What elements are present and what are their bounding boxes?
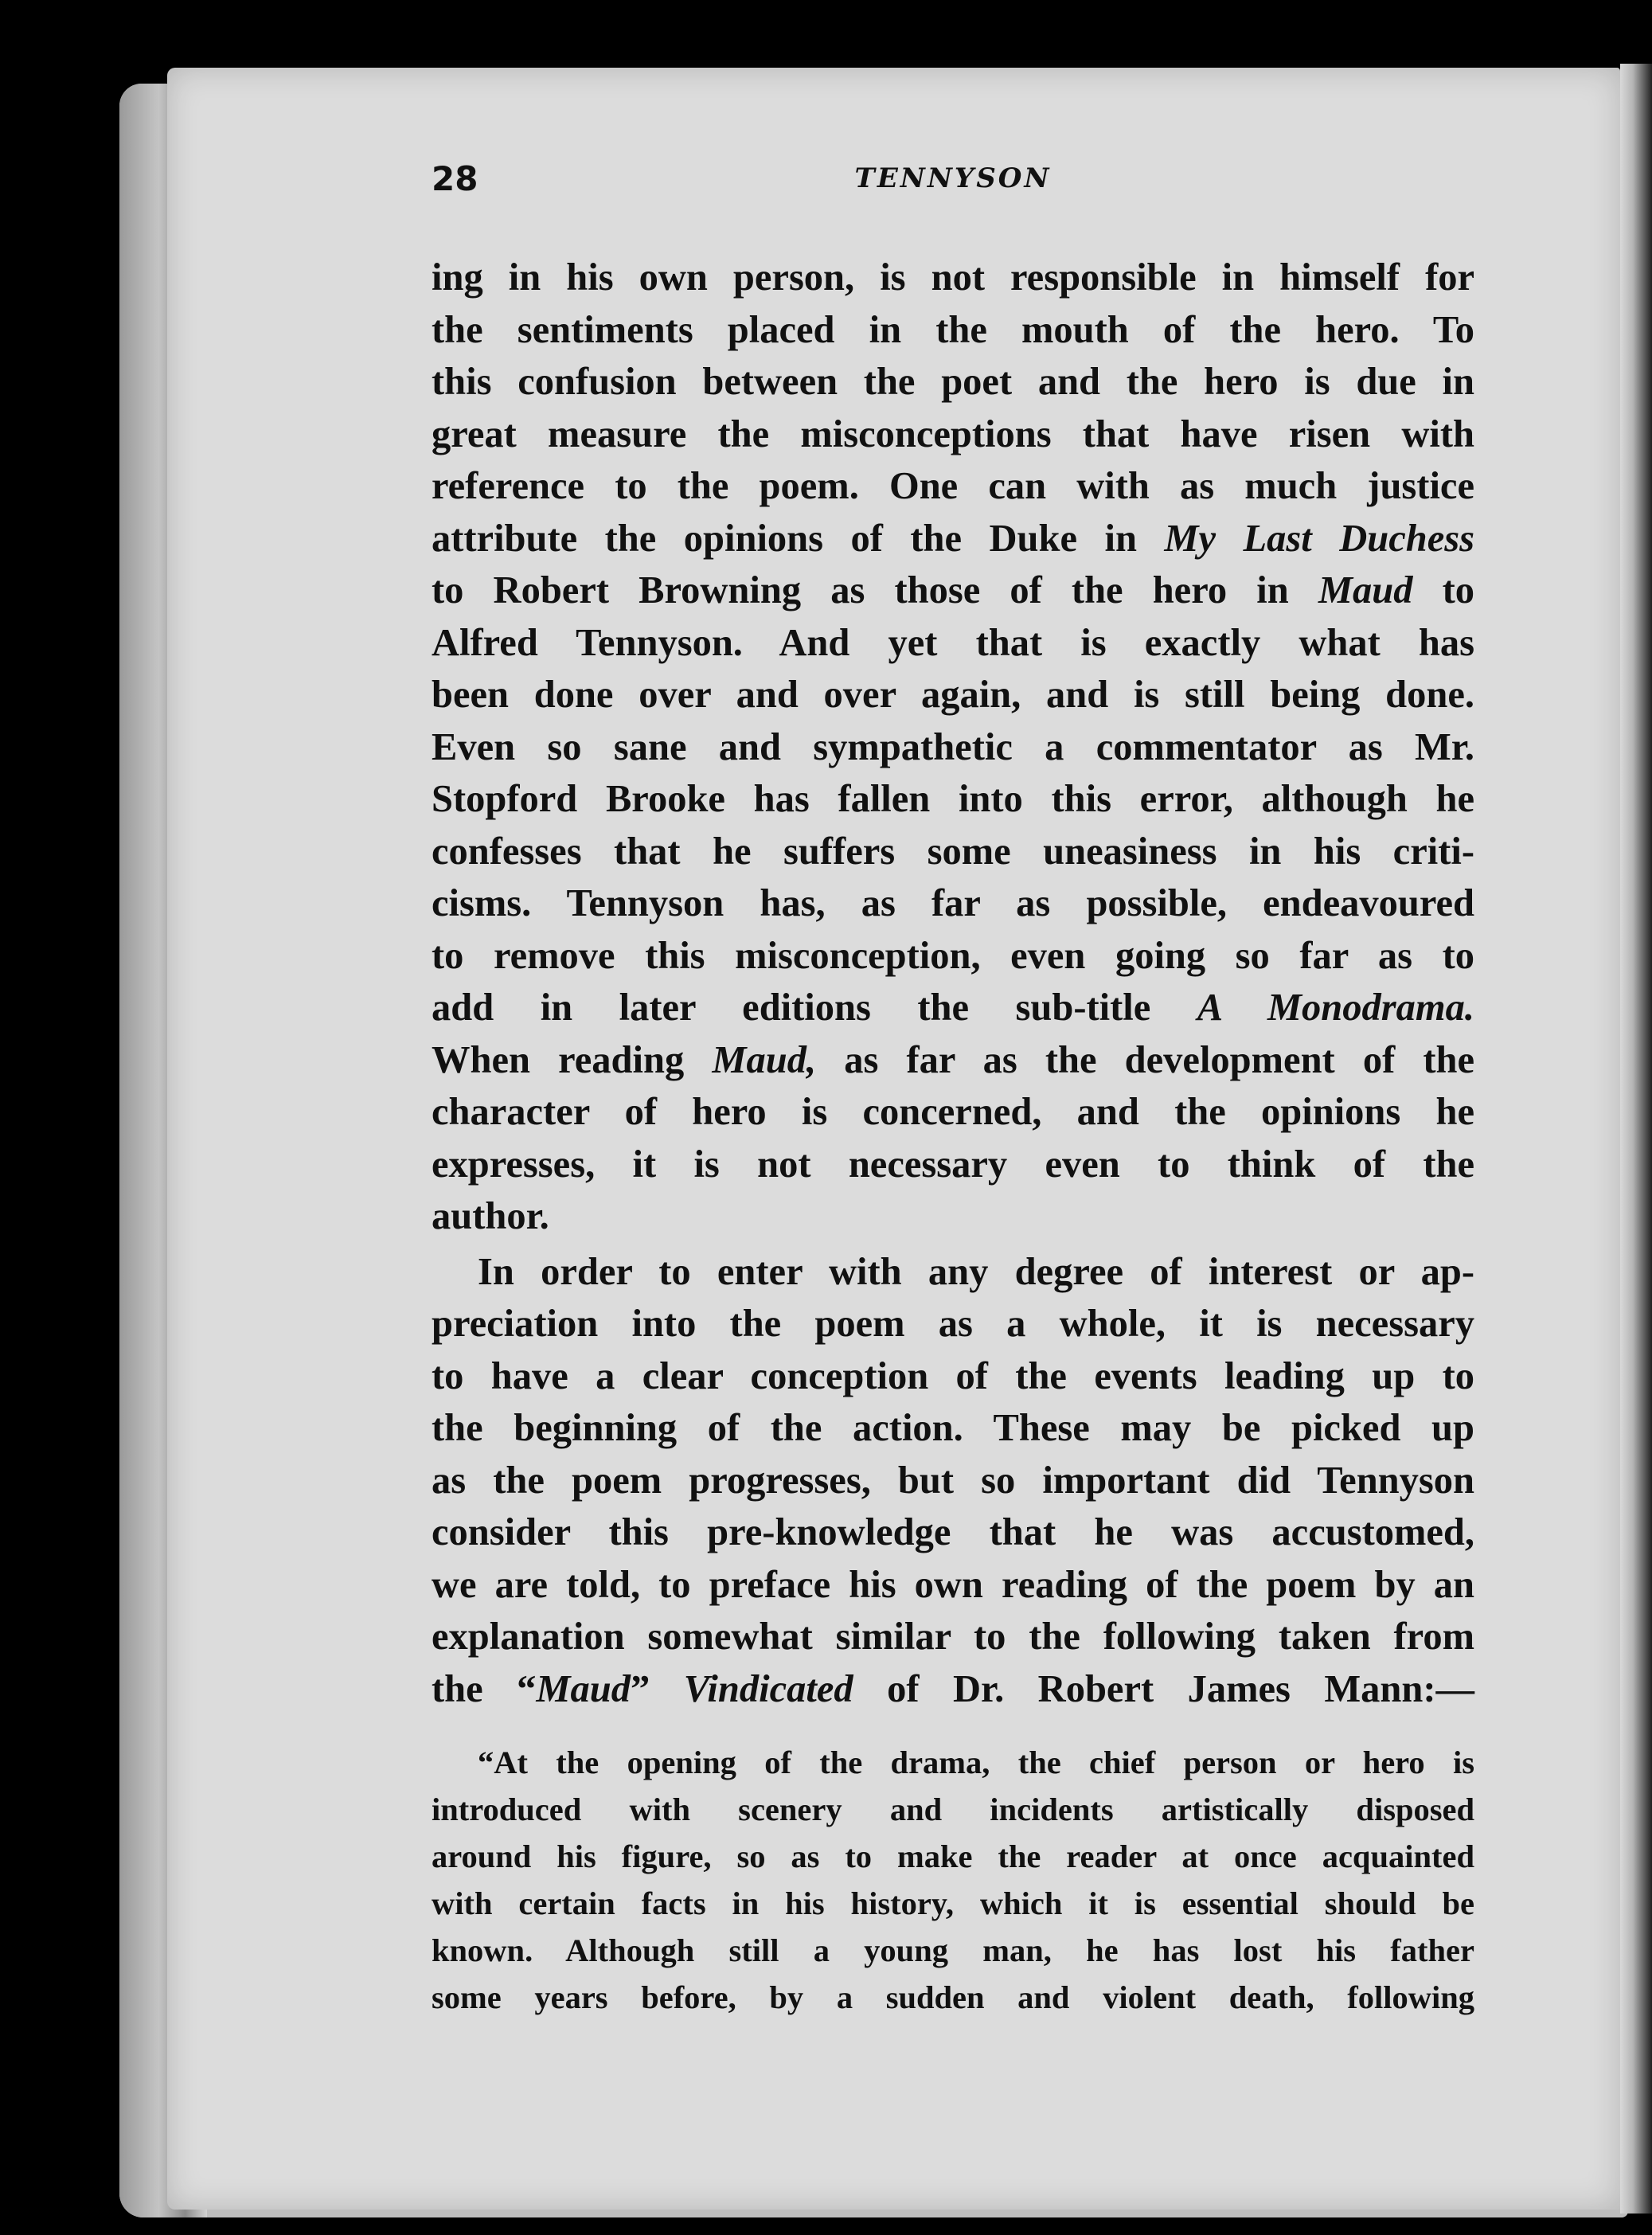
text-run: the “ [432,1667,537,1710]
text-line: to have a clear conception of the events leading up to [432,1354,1474,1397]
page-text-block [432,159,1474,2021]
text-line: we are told, to preface his own reading of the poem by an [432,1563,1474,1606]
text-run: ” [631,1667,684,1710]
italic-title: Maud [1318,569,1413,611]
text-line: been done over and over again, and is still being done. [432,674,1474,716]
text-line: some years before, by a sudden and violent death, following [432,1979,1474,2015]
text-line: this confusion between the poet and the hero is due in [432,361,1474,403]
text-line: around his figure, so as to make the reader at once acquainted [432,1838,1474,1874]
text-line: preciation into the poem as a whole, it is necessary [432,1303,1474,1345]
italic-title: Vindicated [683,1667,853,1710]
paragraph [432,252,1474,1243]
text-line [432,565,1474,617]
running-head [432,159,1474,207]
italic-title: Maud [536,1667,631,1710]
block-quote [432,1739,1474,2021]
text-line: “At the opening of the drama, the chief person or hero is [478,1745,1474,1780]
text-line: Alfred Tennyson. And yet that is exactly what has [432,621,1474,664]
running-title: TENNYSON [854,162,1052,194]
text-line: introduced with scenery and incidents artistically disposed [432,1792,1474,1827]
text-run: attribute the opinions of the Duke in [432,517,1165,560]
text-line [432,513,1474,565]
text-line: known. Although still a young man, he has lost his father [432,1932,1474,1968]
italic-title: My Last Duchess [1164,517,1474,560]
page-number: 28 [432,159,478,198]
text-run: as far as the development of the [816,1038,1475,1081]
text-line: expresses, it is not necessary even to think of the [432,1143,1474,1186]
text-run: When reading [432,1038,713,1081]
text-line: cisms. Tennyson has, as far as possible, endeavoured [432,882,1474,924]
text-line: author. [432,1195,549,1237]
text-run: of Dr. Robert James Mann:— [853,1667,1475,1710]
text-line: the beginning of the action. These may be picked up [432,1407,1474,1449]
text-run: add in later editions the sub-title [432,987,1197,1029]
text-run: to Robert Browning as those of the hero in [432,569,1318,611]
paragraph [432,1246,1474,1716]
text-line: reference to the poem. One can with as much justice [432,465,1474,507]
text-line: character of hero is concerned, and the opinions he [432,1091,1474,1133]
text-line: In order to enter with any degree of interest or ap- [478,1250,1474,1293]
text-line [432,1663,1474,1716]
text-line [432,1034,1474,1087]
text-line: the sentiments placed in the mouth of the hero. To [432,308,1474,351]
text-run: to [1412,569,1474,611]
text-line: confesses that he suffers some uneasiness in his criti- [432,830,1474,873]
text-line: ing in his own person, is not responsible in himself for [432,256,1474,299]
text-line: to remove this misconception, even going so far as to [432,934,1474,977]
text-line: consider this pre-knowledge that he was accustomed, [432,1511,1474,1553]
text-line: great measure the misconceptions that have risen with [432,412,1474,455]
italic-title: Maud, [712,1038,817,1081]
text-line: Even so sane and sympathetic a commentator as Mr. [432,725,1474,768]
italic-title: A Monodrama. [1197,987,1475,1029]
text-line: as the poem progresses, but so important did Tennyson [432,1459,1474,1502]
text-line: with certain facts in his history, which it is essential should be [432,1885,1474,1921]
text-line [432,982,1474,1034]
page-edge [1620,64,1652,2214]
text-line: Stopford Brooke has fallen into this error, although he [432,778,1474,820]
text-line: explanation somewhat similar to the following taken from [432,1616,1474,1658]
